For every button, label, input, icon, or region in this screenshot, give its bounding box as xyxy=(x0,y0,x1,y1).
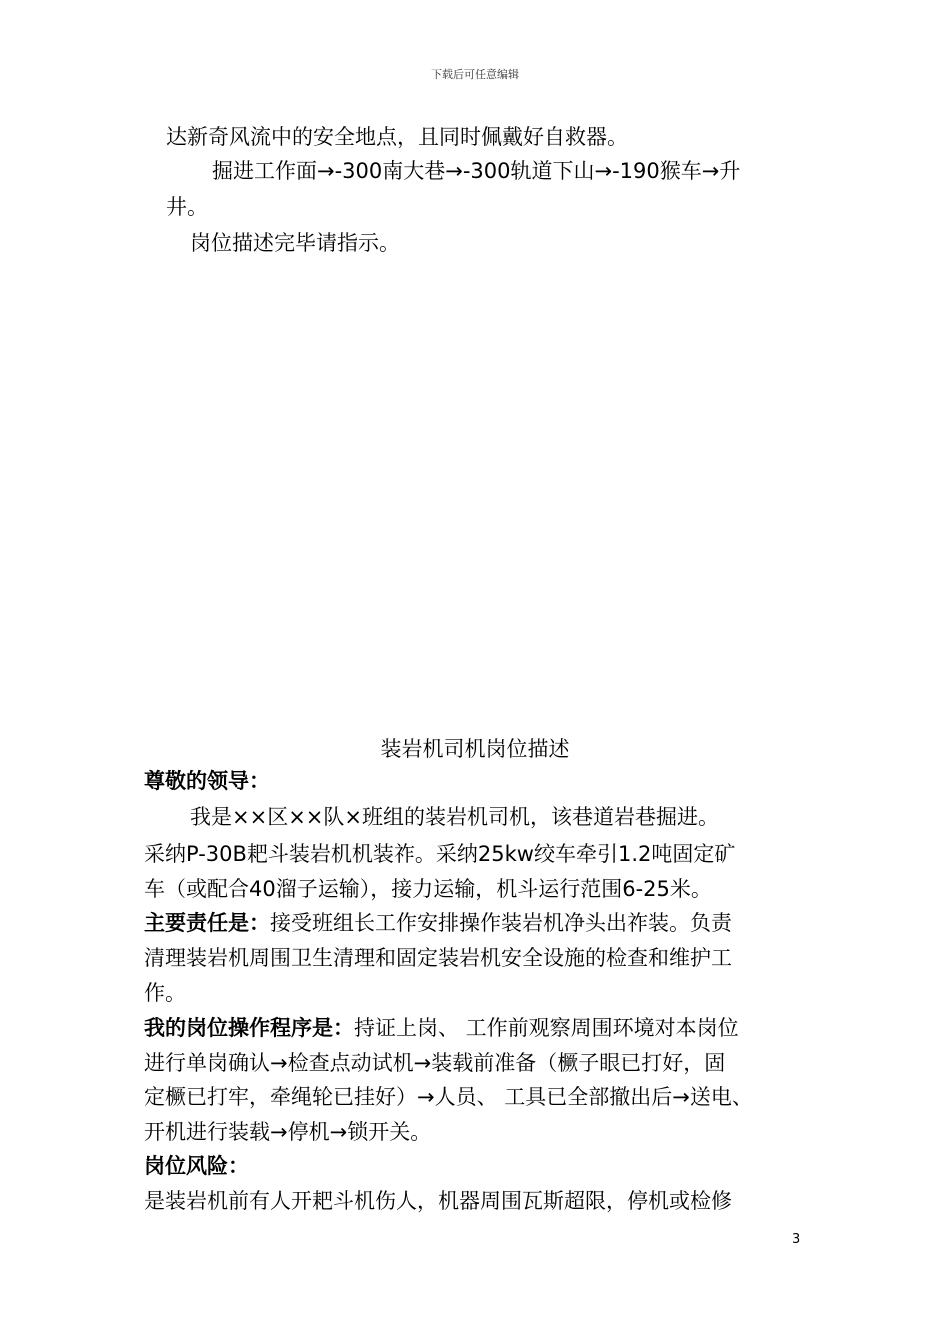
duty-line xyxy=(144,909,732,937)
procedure-text: 持证上岗、 工作前观察周围环境对本岗位 xyxy=(354,1016,739,1040)
paragraph-line: 掘进工作面→-300南大巷→-300轨道下山→-190猴车→升 xyxy=(212,159,741,183)
page-header: 下载后可任意编辑 xyxy=(431,68,519,81)
greeting: 尊敬的领导： xyxy=(144,769,270,793)
paragraph-line: 采纳P-30B耙斗装岩机机装祚。采纳25kw绞车牵引1.2吨固定矿 xyxy=(144,842,736,866)
paragraph-line: 作。 xyxy=(144,981,186,1005)
paragraph-line: 清理装岩机周围卫生清理和固定装岩机安全设施的检查和维护工 xyxy=(144,946,732,970)
paragraph-line: 我是××区××队×班组的装岩机司机，该巷道岩巷掘进。 xyxy=(190,805,719,829)
page-number: 3 xyxy=(792,1232,801,1247)
duty-text: 接受班组长工作安排操作装岩机净头出祚装。负责 xyxy=(270,911,732,935)
procedure-label: 我的岗位操作程序是： xyxy=(144,1016,354,1040)
paragraph-line: 开机进行装载→停机→锁开关。 xyxy=(144,1120,432,1144)
paragraph-line: 定橛已打牢，牵绳轮已挂好）→人员、 工具已全部撤出后→送电、 xyxy=(144,1085,753,1109)
paragraph-line: 是装岩机前有人开耙斗机伤人，机器周围瓦斯超限，停机或检修 xyxy=(144,1189,732,1213)
duty-label: 主要责任是： xyxy=(144,911,270,935)
section-title: 装岩机司机岗位描述 xyxy=(380,737,570,761)
risk-label: 岗位风险： xyxy=(144,1154,249,1178)
procedure-line xyxy=(144,1014,739,1042)
paragraph-line: 车（或配合40溜子运输），接力运输，机斗运行范围6-25米。 xyxy=(144,877,712,901)
paragraph-line: 达新奇风流中的安全地点，且同时佩戴好自救器。 xyxy=(166,125,628,149)
paragraph-line: 进行单岗确认→检查点动试机→装载前准备（橛子眼已打好，固 xyxy=(144,1051,726,1075)
paragraph-line: 井。 xyxy=(166,195,208,219)
paragraph-line: 岗位描述完毕请指示。 xyxy=(190,231,400,255)
